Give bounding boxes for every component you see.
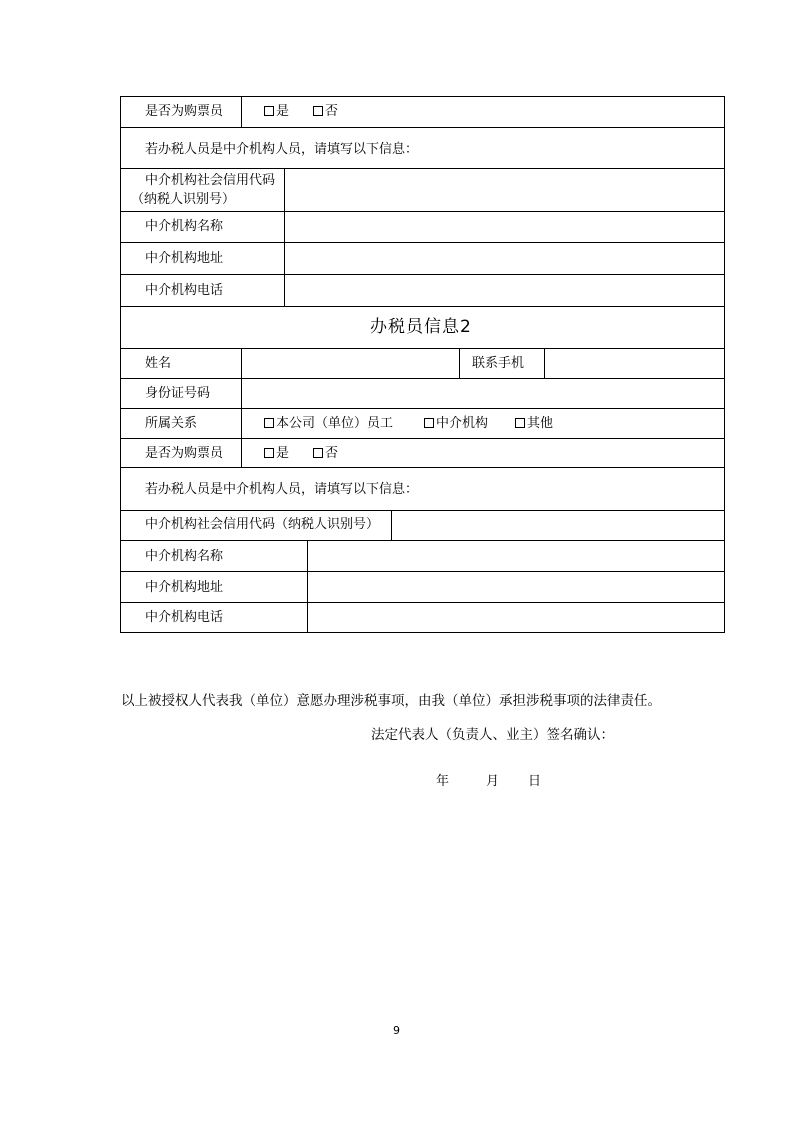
section-heading: 办税员信息2 (370, 317, 472, 337)
date-month-label: 月 (486, 774, 500, 789)
checkbox-icon[interactable] (264, 418, 274, 428)
authorization-statement: 以上被授权人代表我（单位）意愿办理涉税事项，由我（单位）承担涉税事项的法律责任。 (121, 693, 661, 709)
agency-address-label: 中介机构地址 (145, 580, 224, 595)
checkbox-icon[interactable] (313, 448, 323, 458)
purchaser-no-option[interactable] (313, 446, 338, 462)
agency-note: 若办税人员是中介机构人员，请填写以下信息： (145, 142, 419, 157)
relation-option-other[interactable] (515, 416, 553, 432)
purchaser-label: 是否为购票员 (145, 104, 224, 119)
purchaser-no-option[interactable] (313, 104, 338, 120)
checkbox-icon[interactable] (515, 418, 525, 428)
no-label: 否 (325, 446, 339, 461)
agency-note: 若办税人员是中介机构人员，请填写以下信息： (145, 482, 419, 497)
agency-address-field[interactable] (286, 244, 723, 273)
agency-code-label-sub: （纳税人识别号） (131, 192, 236, 207)
purchaser-yes-option[interactable] (264, 104, 289, 120)
agency-phone-field[interactable] (309, 604, 723, 631)
agency-phone-label: 中介机构电话 (145, 283, 224, 298)
id-number-field[interactable] (243, 380, 723, 407)
yes-label: 是 (276, 104, 290, 119)
agency-code-field[interactable] (393, 512, 723, 539)
id-number-label: 身份证号码 (145, 386, 211, 401)
agency-code-label: 中介机构社会信用代码 (145, 173, 276, 188)
agency-phone-field[interactable] (286, 276, 723, 305)
yes-label: 是 (276, 446, 290, 461)
agency-code-label: 中介机构社会信用代码（纳税人识别号） (145, 517, 380, 532)
agency-name-field[interactable] (309, 542, 723, 570)
agency-address-label: 中介机构地址 (145, 251, 224, 266)
checkbox-icon[interactable] (313, 106, 323, 116)
agency-address-field[interactable] (309, 573, 723, 601)
relation-option-label: 其他 (527, 416, 554, 431)
checkbox-icon[interactable] (264, 106, 274, 116)
page-number: 9 (393, 1024, 400, 1037)
purchaser-label: 是否为购票员 (145, 446, 224, 461)
name-label: 姓名 (145, 356, 172, 371)
name-field[interactable] (243, 350, 458, 377)
relation-label: 所属关系 (145, 416, 198, 431)
relation-option-label: 本公司（单位）员工 (276, 416, 394, 431)
agency-name-label: 中介机构名称 (145, 549, 224, 564)
date-day-label: 日 (528, 774, 542, 789)
mobile-label: 联系手机 (472, 356, 525, 371)
agency-name-field[interactable] (286, 213, 723, 241)
mobile-field[interactable] (546, 350, 723, 377)
no-label: 否 (325, 104, 339, 119)
checkbox-icon[interactable] (424, 418, 434, 428)
purchaser-yes-option[interactable] (264, 446, 289, 462)
signature-confirmation: 法定代表人（负责人、业主）签名确认： (371, 727, 614, 743)
relation-option-agency[interactable] (424, 416, 488, 432)
relation-option-label: 中介机构 (436, 416, 489, 431)
agency-phone-label: 中介机构电话 (145, 610, 224, 625)
date-year-label: 年 (436, 774, 450, 789)
agency-name-label: 中介机构名称 (145, 219, 224, 234)
agency-code-field[interactable] (286, 170, 723, 210)
relation-option-employee[interactable] (264, 416, 393, 432)
checkbox-icon[interactable] (264, 448, 274, 458)
